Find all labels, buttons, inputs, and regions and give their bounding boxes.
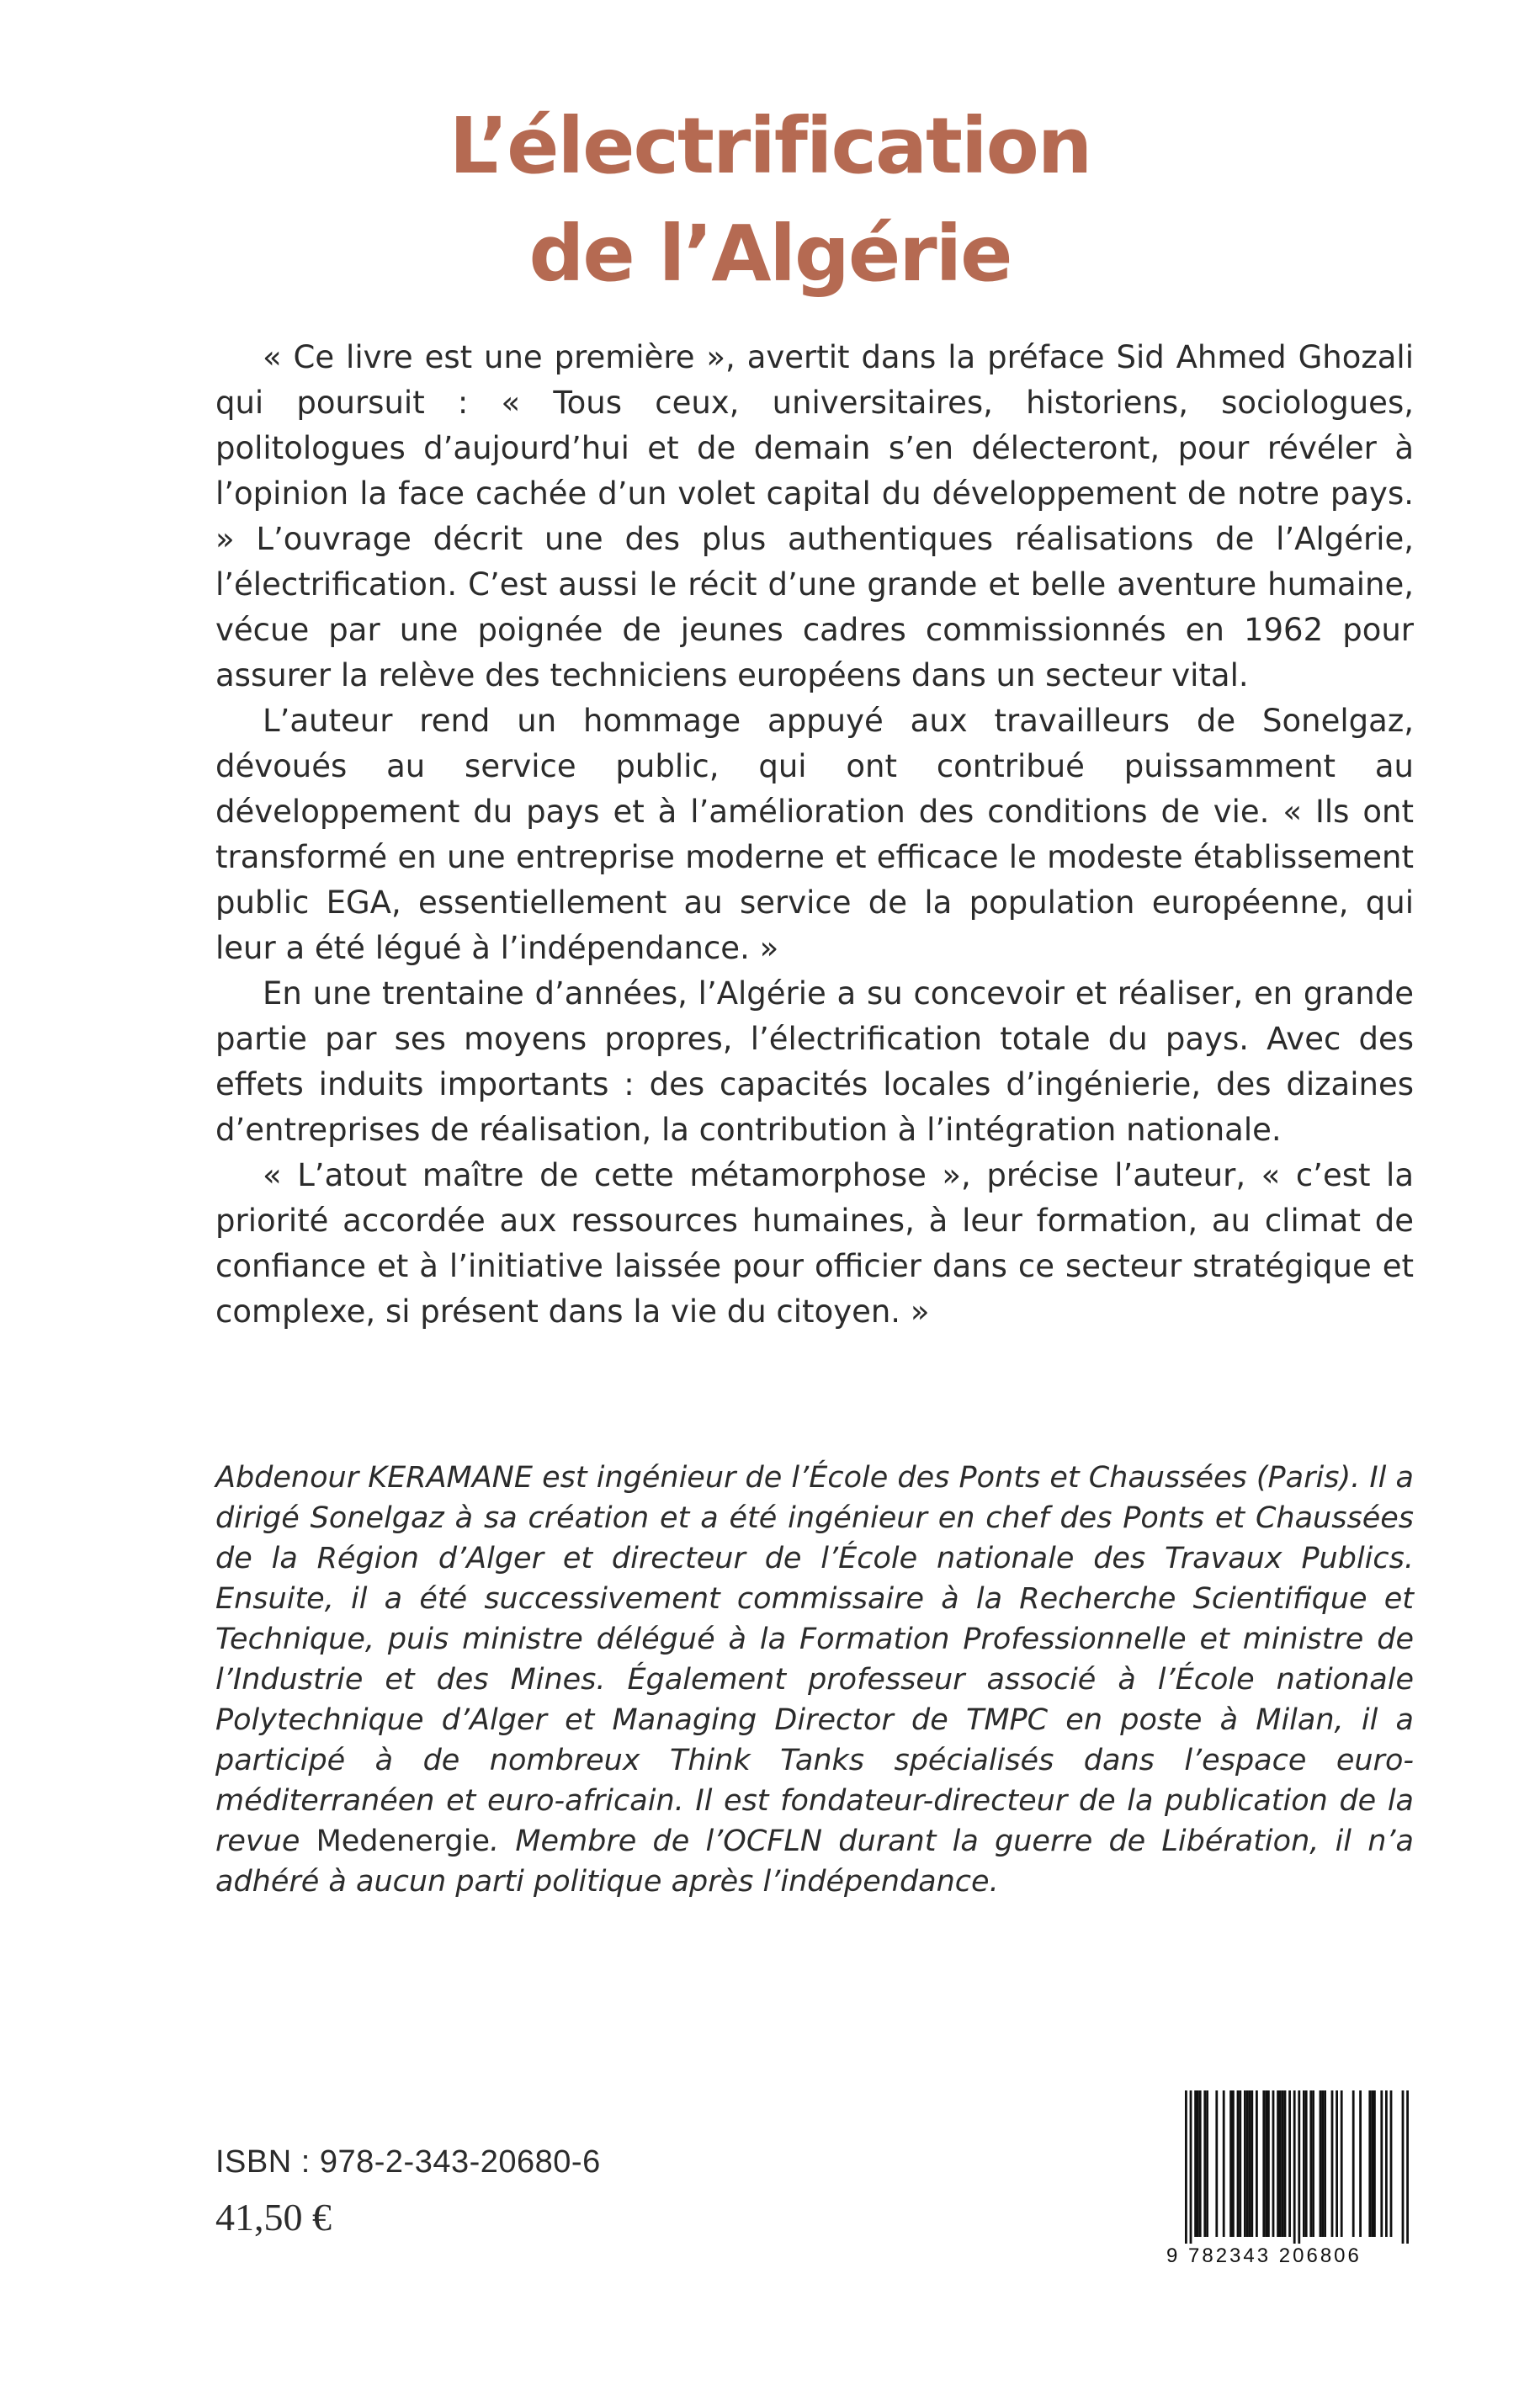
barcode-bar — [1190, 2090, 1192, 2244]
barcode-bar — [1229, 2090, 1232, 2237]
barcode-bar — [1244, 2090, 1246, 2237]
barcode-bar — [1232, 2090, 1235, 2237]
barcode-bar — [1402, 2090, 1405, 2244]
author-biography-text: Abdenour KERAMANE est ingénieur de l’École des Ponts et Chaussées (Paris). Il a dirigé Sonelgaz à sa création et a été ingénieur en chef des Ponts et Chaussées de la Région d’Alger et directeur de l’École nationale des Travaux Publics. Ensuite, il a été successivement commissaire à la Recherche Scientifique et Technique, puis ministre délégué à la Formation Professionnelle et ministre de l’Industrie et des Mines. Également professeur associé à l’École nationale Polytechnique d’Alger et Managing Director de TMPC en poste à Milan, il a participé à de nombreux Think Tanks spécialisés dans l’espace euro-méditerranéen et euro-africain. Il est fondateur-directeur de la publication de la revue — [215, 1461, 1414, 1858]
barcode-bar — [1368, 2090, 1371, 2237]
barcode-bar — [1284, 2090, 1287, 2237]
barcode-bar — [1359, 2090, 1362, 2237]
barcode-bar — [1279, 2090, 1282, 2237]
barcode-bar — [1237, 2090, 1240, 2237]
barcode-bar — [1373, 2090, 1376, 2237]
barcode-bar — [1309, 2090, 1312, 2237]
barcode-bar — [1341, 2090, 1343, 2237]
publication-name: Medenergie — [316, 1825, 491, 1858]
barcode-bar — [1305, 2090, 1308, 2237]
barcode-bar — [1298, 2090, 1300, 2244]
summary-paragraph-3: En une trentaine d’années, l’Algérie a su concevoir et réaliser, en grande partie par ses moyens propres, l’électrification totale du pays. Avec des effets induits importants : des capacités locales d’ingénierie, des dizaines d’entreprises de réalisation, la contribution à l’intégration nationale. — [215, 975, 1414, 1148]
price-label: 41,50 € — [215, 2196, 332, 2239]
barcode-bar — [1265, 2090, 1267, 2237]
barcode-bar — [1385, 2090, 1388, 2237]
barcode-bar — [1249, 2090, 1251, 2237]
barcode-bar — [1336, 2090, 1338, 2237]
barcode-bar — [1390, 2090, 1393, 2237]
book-title — [0, 93, 1540, 308]
isbn-label: ISBN : 978-2-343-20680-6 — [215, 2144, 601, 2180]
barcode-bar — [1197, 2090, 1199, 2237]
barcode-bar — [1282, 2090, 1284, 2237]
summary-paragraph-2: L’auteur rend un hommage appuyé aux travailleurs de Sonelgaz, dévoués au service public, qui ont contribué puissamment au développement du pays et à l’amélioration des conditions de vie. « Ils ont transformé en une entreprise moderne et efficace le modeste établissement public EGA, essentiellement au service de la population européenne, qui leur a été légué à l’indépendance. » — [215, 703, 1414, 966]
barcode-bar — [1199, 2090, 1202, 2237]
barcode-bar — [1331, 2090, 1334, 2237]
book-summary — [215, 335, 1414, 1335]
barcode-bar — [1406, 2090, 1409, 2244]
barcode-bar — [1256, 2090, 1258, 2237]
barcode-bar — [1246, 2090, 1249, 2237]
book-title-line-1: L’électrification — [449, 101, 1091, 191]
barcode-bar — [1239, 2090, 1241, 2237]
barcode-bar — [1293, 2090, 1296, 2244]
summary-paragraph-4: « L’atout maître de cette métamorphose », précise l’auteur, « c’est la priorité accordée aux ressources humaines, à leur formation, au climat de confiance et à l’initiative laissée pour officier dans ce secteur stratégique et complexe, si présent dans la vie du citoyen. » — [215, 1157, 1414, 1330]
author-biography-text-end: . Membre de l’OCFLN durant la guerre de Libération, il n’a adhéré à aucun parti politique après l’indépendance. — [215, 1825, 1414, 1899]
barcode-bar — [1380, 2090, 1383, 2237]
barcode-bar — [1262, 2090, 1265, 2237]
barcode-bar — [1251, 2090, 1253, 2237]
barcode-bar — [1371, 2090, 1373, 2237]
barcode-bar — [1194, 2090, 1197, 2237]
isbn-barcode — [1166, 2087, 1422, 2267]
barcode-bar — [1206, 2090, 1208, 2237]
barcode-bar — [1320, 2090, 1322, 2237]
barcode-bar — [1324, 2090, 1326, 2237]
barcode-bar — [1312, 2090, 1314, 2237]
barcode-bar — [1223, 2090, 1225, 2237]
barcode-bar — [1303, 2090, 1305, 2237]
barcode-bar — [1267, 2090, 1270, 2237]
barcode-bar — [1352, 2090, 1355, 2237]
barcode-bar — [1272, 2090, 1275, 2237]
barcode-bar — [1185, 2090, 1187, 2244]
summary-paragraph-1: « Ce livre est une première », avertit dans la préface Sid Ahmed Ghozali qui poursuit : « Tous ceux, universitaires, historiens, sociologues, politologues d’aujourd’hui et de demain s’en délecteront, pour révéler à l’opinion la face cachée d’un volet capital du développement de notre pays. » L’ouvrage décrit une des plus authentiques réalisations de l’Algérie, l’électrification. C’est aussi le récit d’une grande et belle aventure humaine, vécue par une poignée de jeunes cadres commissionnés en 1962 pour assurer la relève des techniciens européens dans un secteur vital. — [215, 339, 1414, 693]
author-biography — [215, 1458, 1414, 1902]
barcode-digits: 9 782343 206806 — [1166, 2244, 1362, 2267]
barcode-bar — [1215, 2090, 1218, 2237]
barcode-bar — [1321, 2090, 1324, 2237]
barcode-bar — [1277, 2090, 1279, 2237]
barcode-bar — [1288, 2090, 1291, 2237]
book-title-line-2: de l’Algérie — [528, 209, 1012, 299]
barcode-bar — [1203, 2090, 1206, 2237]
barcode-bars — [1166, 2087, 1422, 2244]
